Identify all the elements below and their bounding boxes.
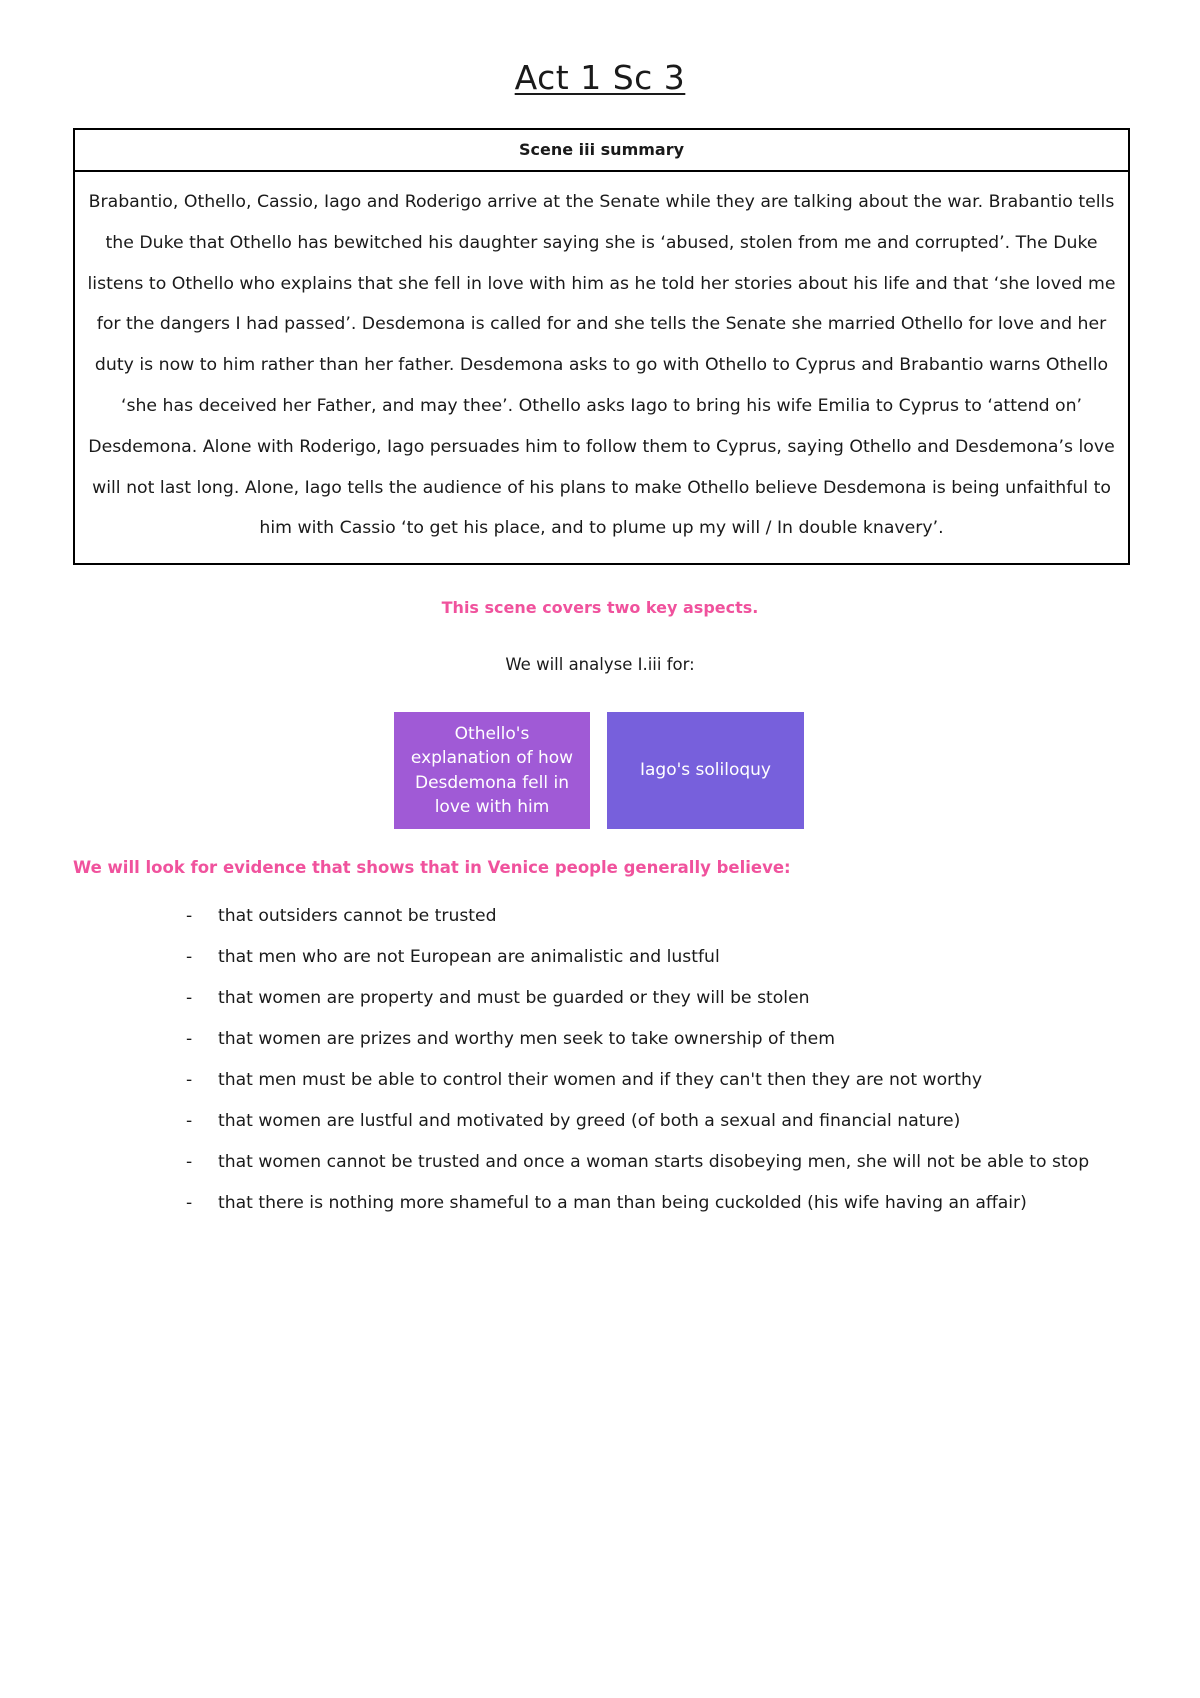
- page-title: Act 1 Sc 3: [514, 58, 686, 97]
- evidence-heading: We will look for evidence that shows that in Venice people generally believe:: [73, 858, 791, 877]
- list-item-text: that outsiders cannot be trusted: [218, 906, 497, 926]
- list-item-text: that there is nothing more shameful to a man than being cuckolded (his wife having an affair): [218, 1193, 1027, 1213]
- analyse-line: We will analyse I.iii for:: [505, 655, 695, 674]
- list-item-text: that men must be able to control their women and if they can't then they are not worthy: [218, 1070, 983, 1090]
- list-item: [0, 896, 1200, 937]
- list-item-text: that women are lustful and motivated by greed (of both a sexual and financial nature): [218, 1111, 961, 1131]
- bullet-dash: -: [186, 1193, 193, 1213]
- list-item-text: that men who are not European are animalistic and lustful: [218, 947, 720, 967]
- aspect-box-othello-explanation: [394, 712, 590, 829]
- list-item: [0, 1019, 1200, 1060]
- bullet-dash: -: [186, 1029, 193, 1049]
- summary-header: Scene iii summary: [75, 130, 1128, 172]
- aspect-label: Iago's soliloquy: [639, 760, 771, 781]
- bullet-dash: -: [186, 1070, 193, 1090]
- list-item: [0, 1060, 1200, 1101]
- summary-body: Brabantio, Othello, Cassio, Iago and Roderigo arrive at the Senate while they are talking about the war. Brabantio tells the Duke that Othello has bewitched his daughter saying she is ‘abused, stolen from me and corrupted’. The Duke listens to Othello who explains that she fell in love with him as he told her stories about his life and that ‘she loved me for the dangers I had passed’. Desdemona is called for and she tells the Senate she married Othello for love and her duty is now to him rather than her father. Desdemona asks to go with Othello to Cyprus and Brabantio warns Othello ‘she has deceived her Father, and may thee’. Othello asks Iago to bring his wife Emilia to Cyprus to ‘attend on’ Desdemona. Alone with Roderigo, Iago persuades him to follow them to Cyprus, saying Othello and Desdemona’s love will not last long. Alone, Iago tells the audience of his plans to make Othello believe Desdemona is being unfaithful to him with Cassio ‘to get his place, and to plume up my will / In double knavery’.: [87, 192, 1116, 539]
- list-item: [0, 978, 1200, 1019]
- list-item-text: that women are prizes and worthy men seek to take ownership of them: [218, 1029, 835, 1049]
- aspect-label: Othello's explanation of how Desdemona fell in love with him: [410, 723, 574, 817]
- beliefs-list: [0, 896, 1200, 1224]
- bullet-dash: -: [186, 947, 193, 967]
- bullet-dash: -: [186, 988, 193, 1008]
- list-item-text: that women cannot be trusted and once a woman starts disobeying men, she will not be able to stop: [218, 1152, 1090, 1172]
- aspect-box-iago-soliloquy: [607, 712, 804, 829]
- intro-text: This scene covers two key aspects.: [441, 598, 759, 617]
- list-item: [0, 1142, 1200, 1183]
- summary-table: [73, 128, 1130, 565]
- list-item: [0, 1183, 1200, 1224]
- list-item: [0, 937, 1200, 978]
- list-item: [0, 1101, 1200, 1142]
- list-item-text: that women are property and must be guarded or they will be stolen: [218, 988, 810, 1008]
- bullet-dash: -: [186, 1111, 193, 1131]
- bullet-dash: -: [186, 906, 193, 926]
- bullet-dash: -: [186, 1152, 193, 1172]
